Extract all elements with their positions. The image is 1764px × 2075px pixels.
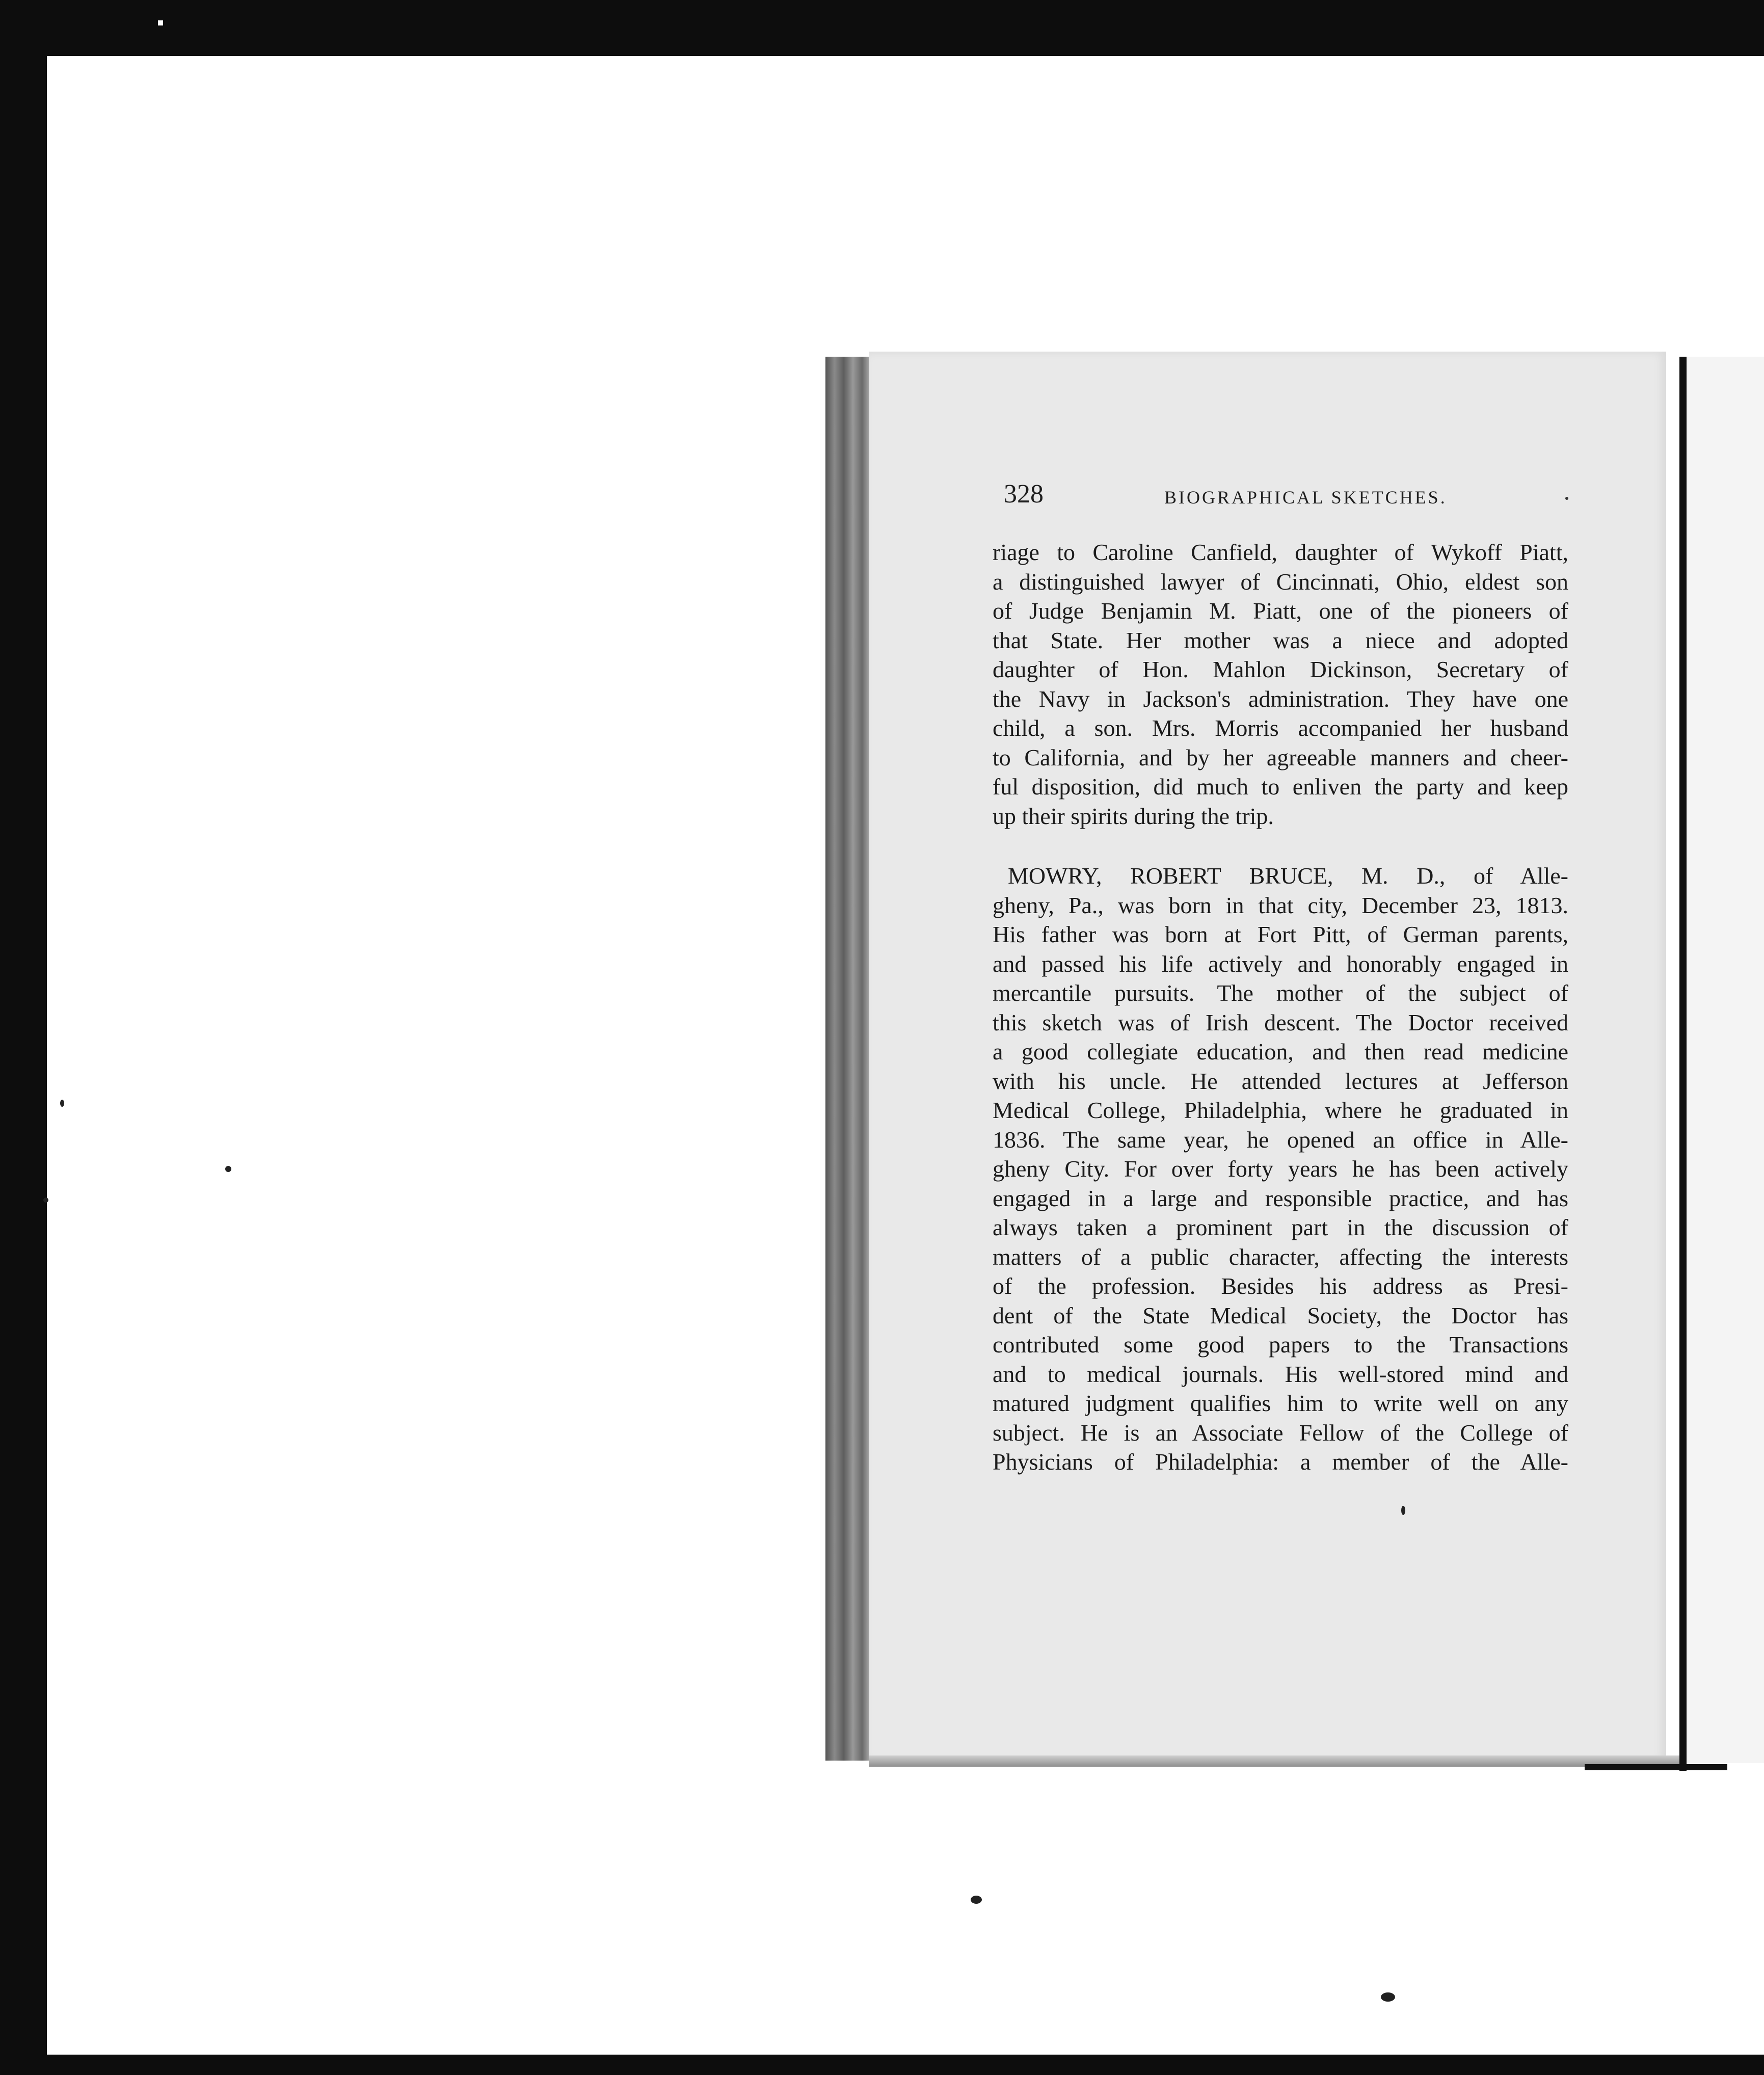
paragraph-morris-continuation	[993, 538, 1568, 831]
text-line: child, a son. Mrs. Morris accompanied her husband	[993, 715, 1568, 741]
scanner-border-bottom-gap	[47, 2047, 1764, 2055]
text-line: gheny City. For over forty years he has been actively	[993, 1156, 1568, 1182]
text-line: and passed his life actively and honorably engaged in	[993, 950, 1568, 977]
text-line: up their spirits during the trip.	[993, 803, 1274, 829]
text-line: to California, and by her agreeable manners and cheer-	[993, 744, 1568, 770]
scanner-border-left	[0, 0, 47, 2075]
text-line: a distinguished lawyer of Cincinnati, Ohio, eldest son	[993, 568, 1568, 595]
facing-page-edge	[1687, 357, 1764, 1763]
text-line: that State. Her mother was a niece and adopted	[993, 627, 1568, 653]
text-line: the Navy in Jackson's administration. They have one	[993, 685, 1568, 712]
text-line: MOWRY, ROBERT BRUCE, M. D., of Alle-	[1008, 863, 1568, 889]
speck-dot	[1381, 1992, 1395, 2002]
scan-mark	[158, 20, 163, 25]
text-line: ful disposition, did much to enliven the party and keep	[993, 774, 1568, 800]
text-line: Physicians of Philadelphia: a member of the Alle-	[993, 1449, 1568, 1475]
text-line: gheny, Pa., was born in that city, December 23, 1813.	[993, 892, 1568, 918]
text-line: of the profession. Besides his address as Presi-	[993, 1273, 1568, 1299]
text-line: with his uncle. He attended lectures at Jefferson	[993, 1068, 1568, 1094]
text-line: mercantile pursuits. The mother of the subject of	[993, 980, 1568, 1006]
text-line: of Judge Benjamin M. Piatt, one of the pioneers of	[993, 598, 1568, 624]
scanner-border-top	[0, 0, 1764, 56]
text-line: and to medical journals. His well-stored mind and	[993, 1361, 1568, 1387]
text-line: engaged in a large and responsible practice, and has	[993, 1185, 1568, 1211]
text-line: Medical College, Philadelphia, where he graduated in	[993, 1097, 1568, 1123]
gutter-line	[1679, 357, 1687, 1771]
text-line: 1836. The same year, he opened an office in Alle-	[993, 1126, 1568, 1153]
text-line: daughter of Hon. Mahlon Dickinson, Secretary of	[993, 656, 1568, 682]
text-line: matured judgment qualifies him to write well on any	[993, 1390, 1568, 1416]
gutter-foot	[1585, 1764, 1727, 1770]
text-line: always taken a prominent part in the discussion of	[993, 1214, 1568, 1240]
text-line: subject. He is an Associate Fellow of the College of	[993, 1419, 1568, 1446]
paragraph-mowry	[993, 861, 1568, 1477]
text-line: a good collegiate education, and then read medicine	[993, 1039, 1568, 1065]
text-line: riage to Caroline Canfield, daughter of Wykoff Piatt,	[993, 539, 1568, 565]
page-bottom-edge	[869, 1755, 1684, 1767]
speck-dot	[225, 1166, 231, 1172]
text-line: His father was born at Fort Pitt, of German parents,	[993, 921, 1568, 947]
speck-dot	[43, 1198, 48, 1203]
running-head: BIOGRAPHICAL SKETCHES.	[1164, 487, 1447, 508]
speck-dot	[1401, 1506, 1405, 1515]
page-number: 328	[1004, 480, 1044, 509]
book-spine	[825, 357, 871, 1761]
text-line: this sketch was of Irish descent. The Doctor received	[993, 1009, 1568, 1035]
scanner-border-bottom	[0, 2055, 1764, 2075]
text-line: matters of a public character, affecting the interests	[993, 1243, 1568, 1270]
speck-dot	[1565, 497, 1568, 500]
speck-dot	[971, 1896, 982, 1904]
speck-dot	[60, 1100, 64, 1107]
text-line: dent of the State Medical Society, the Doctor has	[993, 1302, 1568, 1328]
text-line: contributed some good papers to the Transactions	[993, 1332, 1568, 1358]
